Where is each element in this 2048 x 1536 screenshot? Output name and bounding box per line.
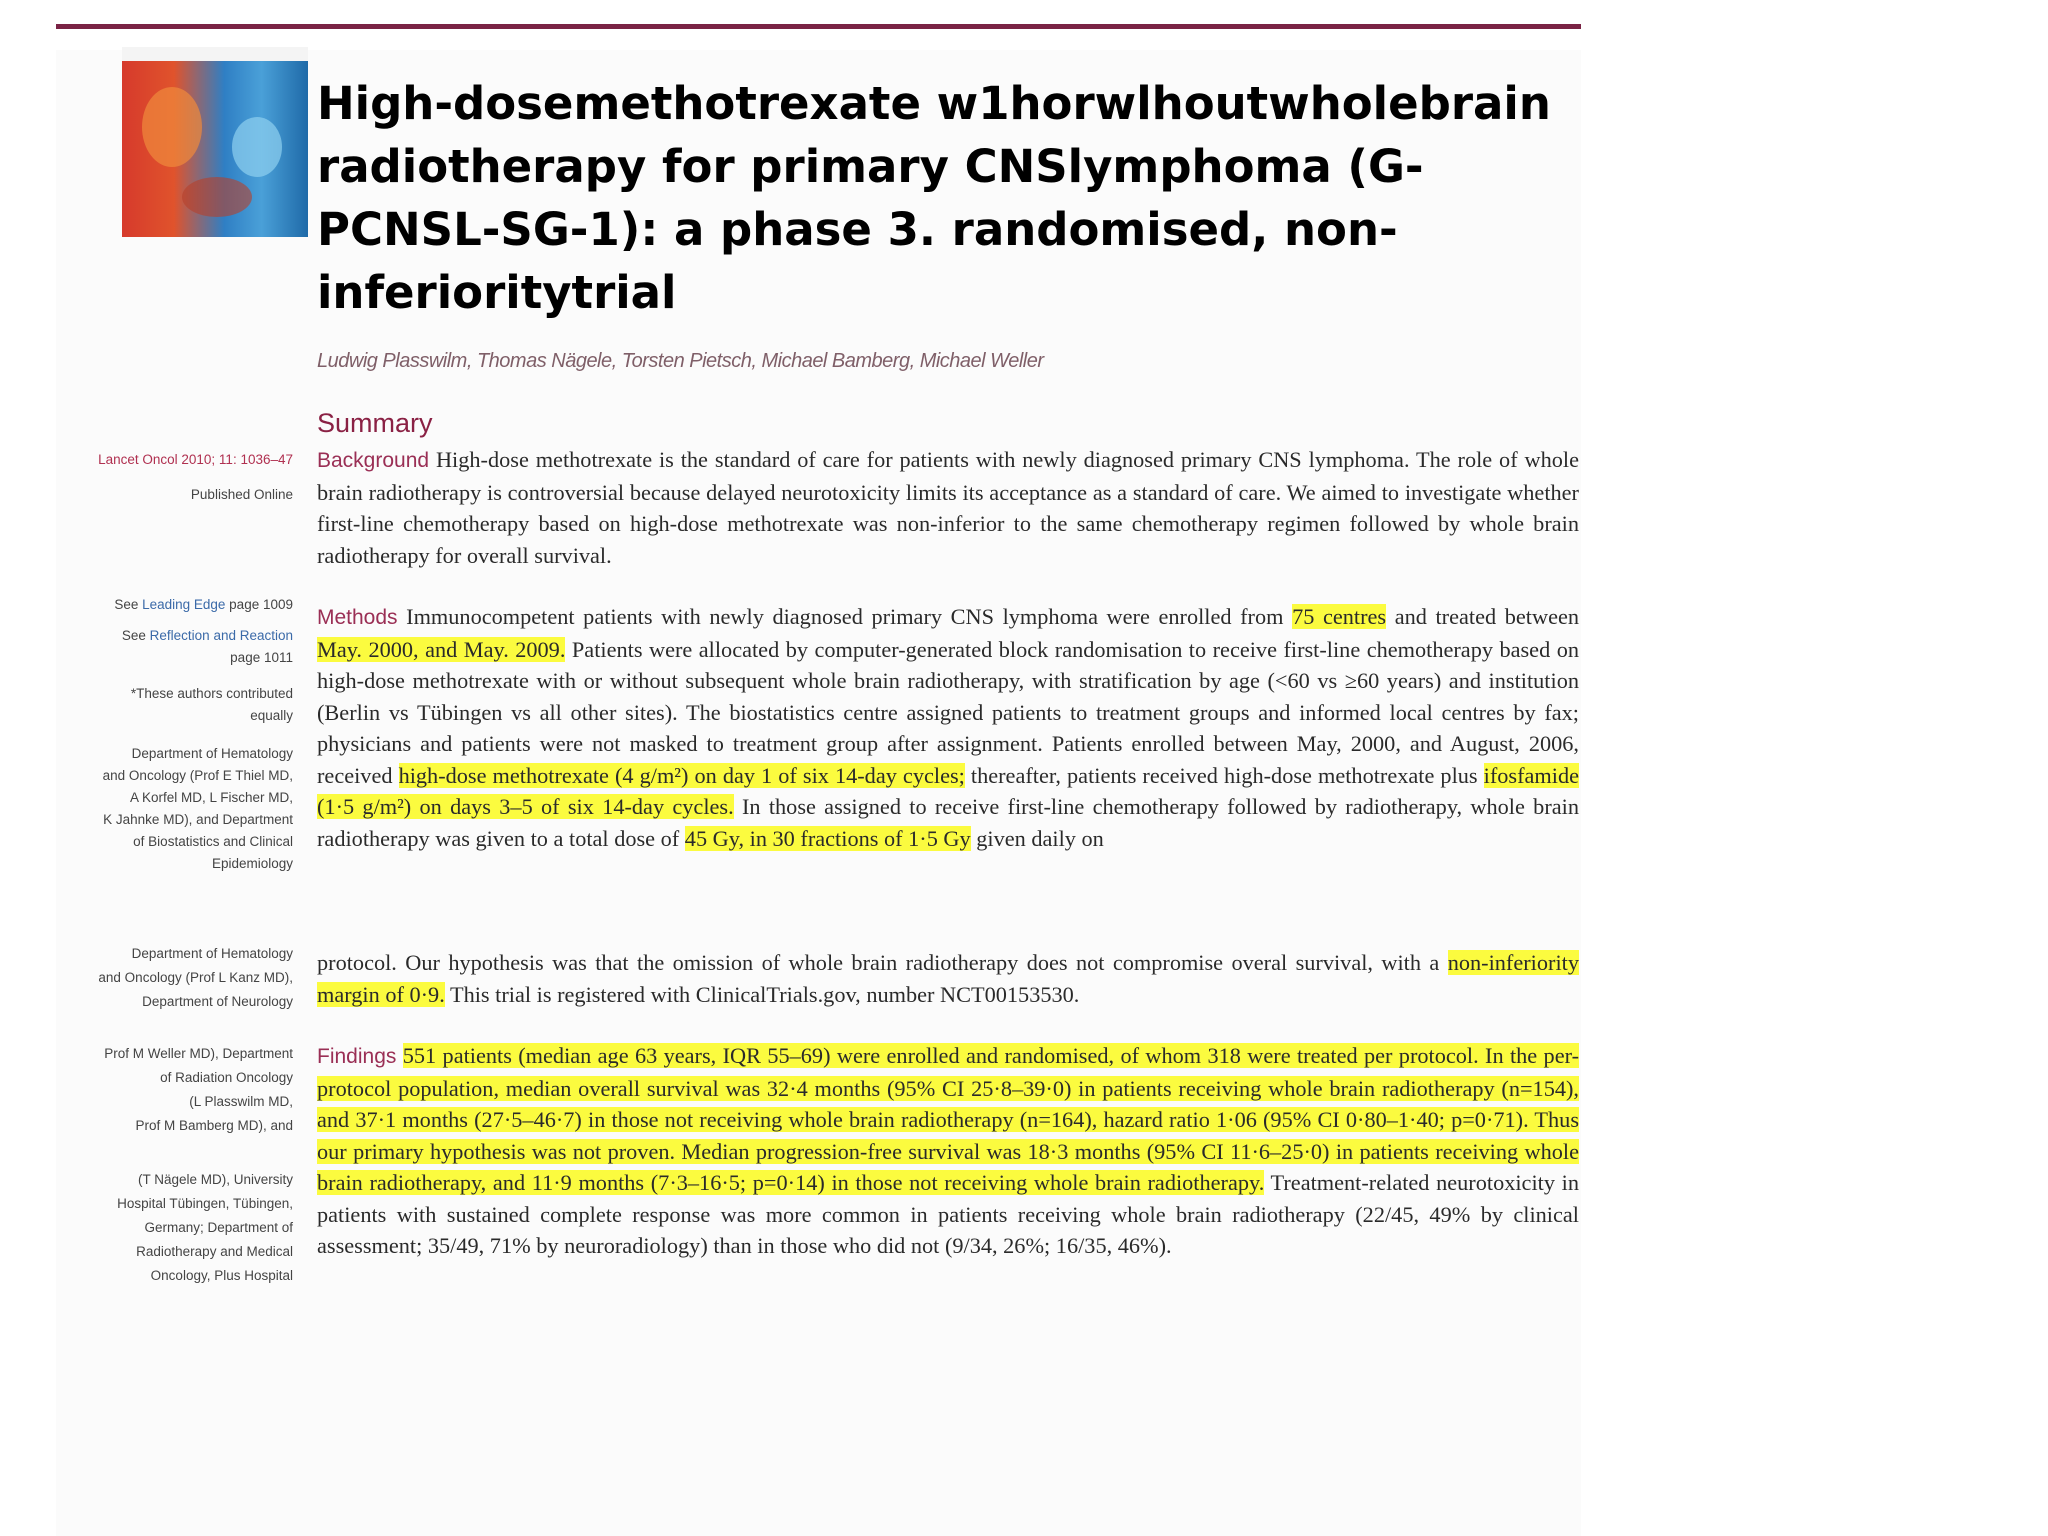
affiliation-line: of Radiation Oncology bbox=[160, 1070, 293, 1085]
author-list: Ludwig Plasswilm, Thomas Nägele, Torsten Pietsch, Michael Bamberg, Michael Weller bbox=[317, 350, 1044, 372]
highlight: 551 patients (median age 63 years, IQR 55–69) were enrolled and randomised, of whom 318 were treated per protocol. In the per-protocol population, median overall survival was 32·4 months (95% CI 25·8–39·0) in patients receiving whole brain radiotherapy (n=154), and 37·1 months (27·5–46·7) in those not receiving whole brain radiotherapy (n=164), hazard ratio 1·06 (95% CI 0·80–1·40; p=0·71). Thus our primary hypothesis was not proven. Median progression-free survival was 18·3 months (95% CI 11·6–25·0) in patients receiving whole brain radiotherapy, and 11·9 months (7·3–16·5; p=0·14) in those not receiving whole brain radiotherapy. bbox=[317, 1043, 1579, 1195]
affiliation-line: Radiotherapy and Medical bbox=[136, 1244, 293, 1259]
affiliation-line: Prof M Bamberg MD), and bbox=[135, 1118, 293, 1133]
protocol-paragraph bbox=[317, 947, 1579, 1010]
affiliation-line: and Oncology (Prof E Thiel MD, bbox=[102, 768, 293, 783]
reflection-link[interactable]: Reflection and Reaction bbox=[149, 628, 293, 643]
page-ref: page 1009 bbox=[225, 597, 293, 612]
published-online: Published Online bbox=[190, 487, 293, 502]
affiliation-line: of Biostatistics and Clinical bbox=[133, 834, 293, 849]
highlight: 45 Gy, in 30 fractions of 1·5 Gy bbox=[684, 825, 971, 851]
affiliation-line: A Korfel MD, L Fischer MD, bbox=[129, 790, 293, 805]
protocol-text: This trial is registered with ClinicalTrials.gov, number NCT00153530. bbox=[444, 981, 1080, 1007]
affiliation-line: Hospital Tübingen, Tübingen, bbox=[117, 1196, 293, 1211]
top-rule bbox=[56, 24, 1581, 29]
methods-text: and treated between bbox=[1386, 604, 1580, 629]
findings-paragraph bbox=[317, 1040, 1579, 1262]
summary-heading: Summary bbox=[317, 408, 433, 438]
highlight: ifosfamide (1·5 g/m²) on days 3–5 of six 14-day cycles. bbox=[317, 762, 1579, 819]
highlight: high-dose methotrexate (4 g/m²) on day 1 of six 14-day cycles; bbox=[398, 762, 965, 788]
reflection-page: page 1011 bbox=[230, 650, 293, 665]
protocol-text: protocol. Our hypothesis was that the omission of whole brain radiotherapy does not compromise overal survival, with a bbox=[317, 950, 1448, 975]
affiliation-line: Department of Hematology bbox=[131, 746, 293, 761]
see-reflection[interactable] bbox=[53, 626, 293, 646]
journal-cover-image bbox=[122, 47, 308, 237]
methods-text: Patients were allocated by computer-generated block randomisation to receive first-line chemotherapy based on high-dose methotrexate with or without subsequent whole brain radiotherapy, with stratification by age (<60 vs ≥60 years) and institution (Berlin vs Tübingen vs all other sites). The biostatistics centre assigned patients to treatment groups and informed local centres by fax; physicians and patients were not masked to treatment group after assignment. Patients enrolled between May, 2000, and August, 2006, received bbox=[317, 636, 1579, 788]
affiliation-line: Department of Neurology bbox=[142, 994, 293, 1009]
methods-paragraph bbox=[317, 601, 1579, 854]
see-prefix: See bbox=[121, 628, 150, 643]
leading-edge-link[interactable]: Leading Edge bbox=[142, 597, 226, 612]
affiliation-line: K Jahnke MD), and Department bbox=[103, 812, 293, 827]
findings-label: Findings bbox=[317, 1045, 397, 1068]
citation: Lancet Oncol 2010; 11: 1036–47 bbox=[98, 452, 293, 467]
affiliation-line: Oncology, Plus Hospital bbox=[150, 1268, 293, 1283]
affiliation-line: and Oncology (Prof L Kanz MD), bbox=[98, 970, 293, 985]
highlight: 75 centres bbox=[1292, 604, 1387, 629]
methods-label: Methods bbox=[317, 606, 398, 629]
methods-text: thereafter, patients received high-dose methotrexate plus bbox=[964, 762, 1484, 788]
methods-text: given daily on bbox=[970, 825, 1104, 851]
highlight: May. 2000, and May. 2009. bbox=[317, 636, 566, 662]
paper-title: High-dosemethotrexate w1horwlhoutwholebrain radiotherapy for primary CNSlymphoma (G-PCNSL-SG-1): a phase 3. randomised, non-inferioritytrial bbox=[317, 77, 1551, 319]
background-paragraph bbox=[317, 444, 1579, 571]
contrib-note: equally bbox=[250, 708, 293, 723]
background-text: High-dose methotrexate is the standard of care for patients with newly diagnosed primary CNS lymphoma. The role of whole brain radiotherapy is controversial because delayed neurotoxicity limits its acceptance as a standard of care. We aimed to investigate whether first-line chemotherapy based on high-dose methotrexate was non-inferior to the same chemotherapy regimen followed by whole brain radiotherapy for overall survival. bbox=[317, 447, 1579, 568]
affiliation-line: Department of Hematology bbox=[131, 946, 293, 961]
affiliation-line: Prof M Weller MD), Department bbox=[104, 1046, 293, 1061]
contrib-note: *These authors contributed bbox=[130, 686, 293, 701]
highlight: non-inferiority margin of 0·9. bbox=[317, 950, 1579, 1007]
affiliation-line: Epidemiology bbox=[211, 856, 293, 871]
affiliation-line: (T Nägele MD), University bbox=[137, 1172, 293, 1187]
methods-text: Immunocompetent patients with newly diagnosed primary CNS lymphoma were enrolled from bbox=[406, 604, 1293, 629]
background-label: Background bbox=[317, 449, 430, 472]
see-prefix: See bbox=[114, 597, 143, 612]
see-leading-edge[interactable] bbox=[53, 595, 293, 615]
affiliation-line: Germany; Department of bbox=[144, 1220, 293, 1235]
methods-text: In those assigned to receive first-line chemotherapy followed by radiotherapy, whole brain radiotherapy was given to a total dose of bbox=[317, 794, 1579, 851]
findings-text: Treatment-related neurotoxicity in patients with sustained complete response was more common in patients receiving whole brain radiotherapy (22/45, 49% by clinical assessment; 35/49, 71% by neuroradiology) than in those who did not (9/34, 26%; 16/35, 46%). bbox=[317, 1170, 1579, 1258]
affiliation-line: (L Plasswilm MD, bbox=[189, 1094, 293, 1109]
